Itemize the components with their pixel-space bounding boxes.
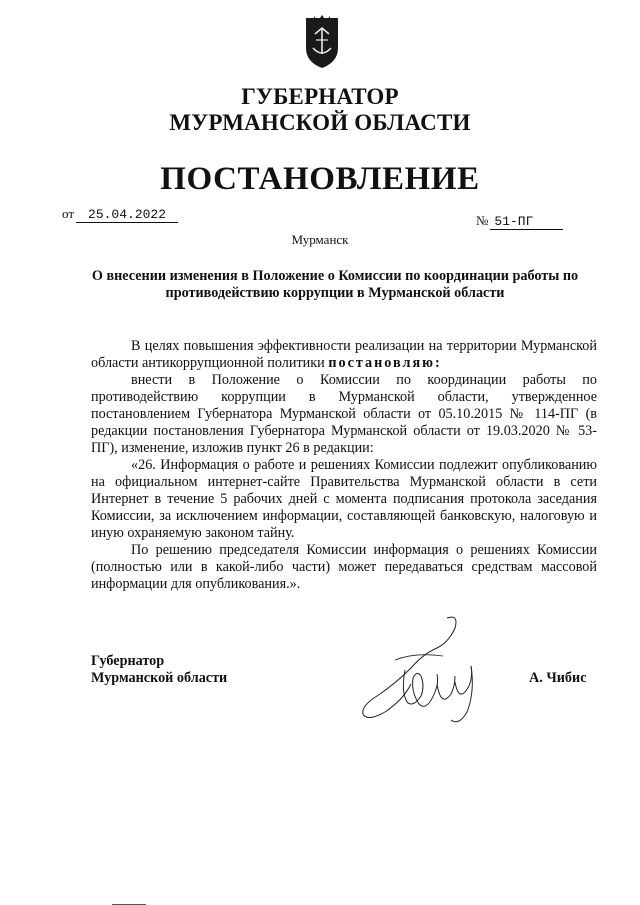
city-name: Мурманск [291,232,349,247]
date-prefix: от [62,206,75,221]
issuing-authority [0,84,640,136]
body-paragraph-3: «26. Информация о работе и решениях Комиссии подлежит опубликованию на официальном интернет-сайте Правительства Мурманской области в сети Интернет в течение 5 рабочих дней с момента подписания протокола заседания Комиссии, за исключением информации, составляющей банковскую, налоговую и иную охраняемую законом тайну. [91,457,597,541]
body-paragraph-1 [91,338,597,372]
body-paragraph-1-text: В целях повышения эффективности реализации на территории Мурманской области антикоррупционной политики [91,338,597,371]
signatory-title [91,653,227,687]
document-subject: О внесении изменения в Положение о Комиссии по координации работы по противодействию коррупции в Мурманской области [91,268,579,301]
number-prefix: № [476,213,489,228]
body-paragraph-4: По решению председателя Комиссии информация о решениях Комиссии (полностью или в какой-либо части) может передаваться средствам массовой информации для опубликования.». [91,542,597,592]
handwritten-signature [355,612,505,728]
authority-line-1: ГУБЕРНАТОР [241,84,399,109]
document-date [62,206,178,223]
body-paragraph-2: внести в Положение о Комиссии по координации работы по противодействию коррупции в Мурманской области, утвержденное постановлением Губернатора Мурманской области от 05.10.2015 № 114-ПГ (в редакции постановления Губернатора Мурманской области от 19.03.2020 № 53-ПГ), изменение, изложив пункт 26 в редакции: [91,372,597,456]
document-number [476,213,563,230]
signatory-name: А. Чибис [529,670,587,686]
number-value: 51-ПГ [490,215,563,230]
coat-of-arms-icon [304,14,340,70]
document-type-title: ПОСТАНОВЛЕНИЕ [160,161,480,197]
resolution-keyword: постановляю: [328,355,442,371]
signatory-title-line-1: Губернатор [91,653,165,669]
authority-line-2: МУРМАНСКОЙ ОБЛАСТИ [169,110,471,135]
document-body [91,338,597,593]
date-value: 25.04.2022 [76,208,178,223]
signatory-title-line-2: Мурманской области [91,670,228,686]
